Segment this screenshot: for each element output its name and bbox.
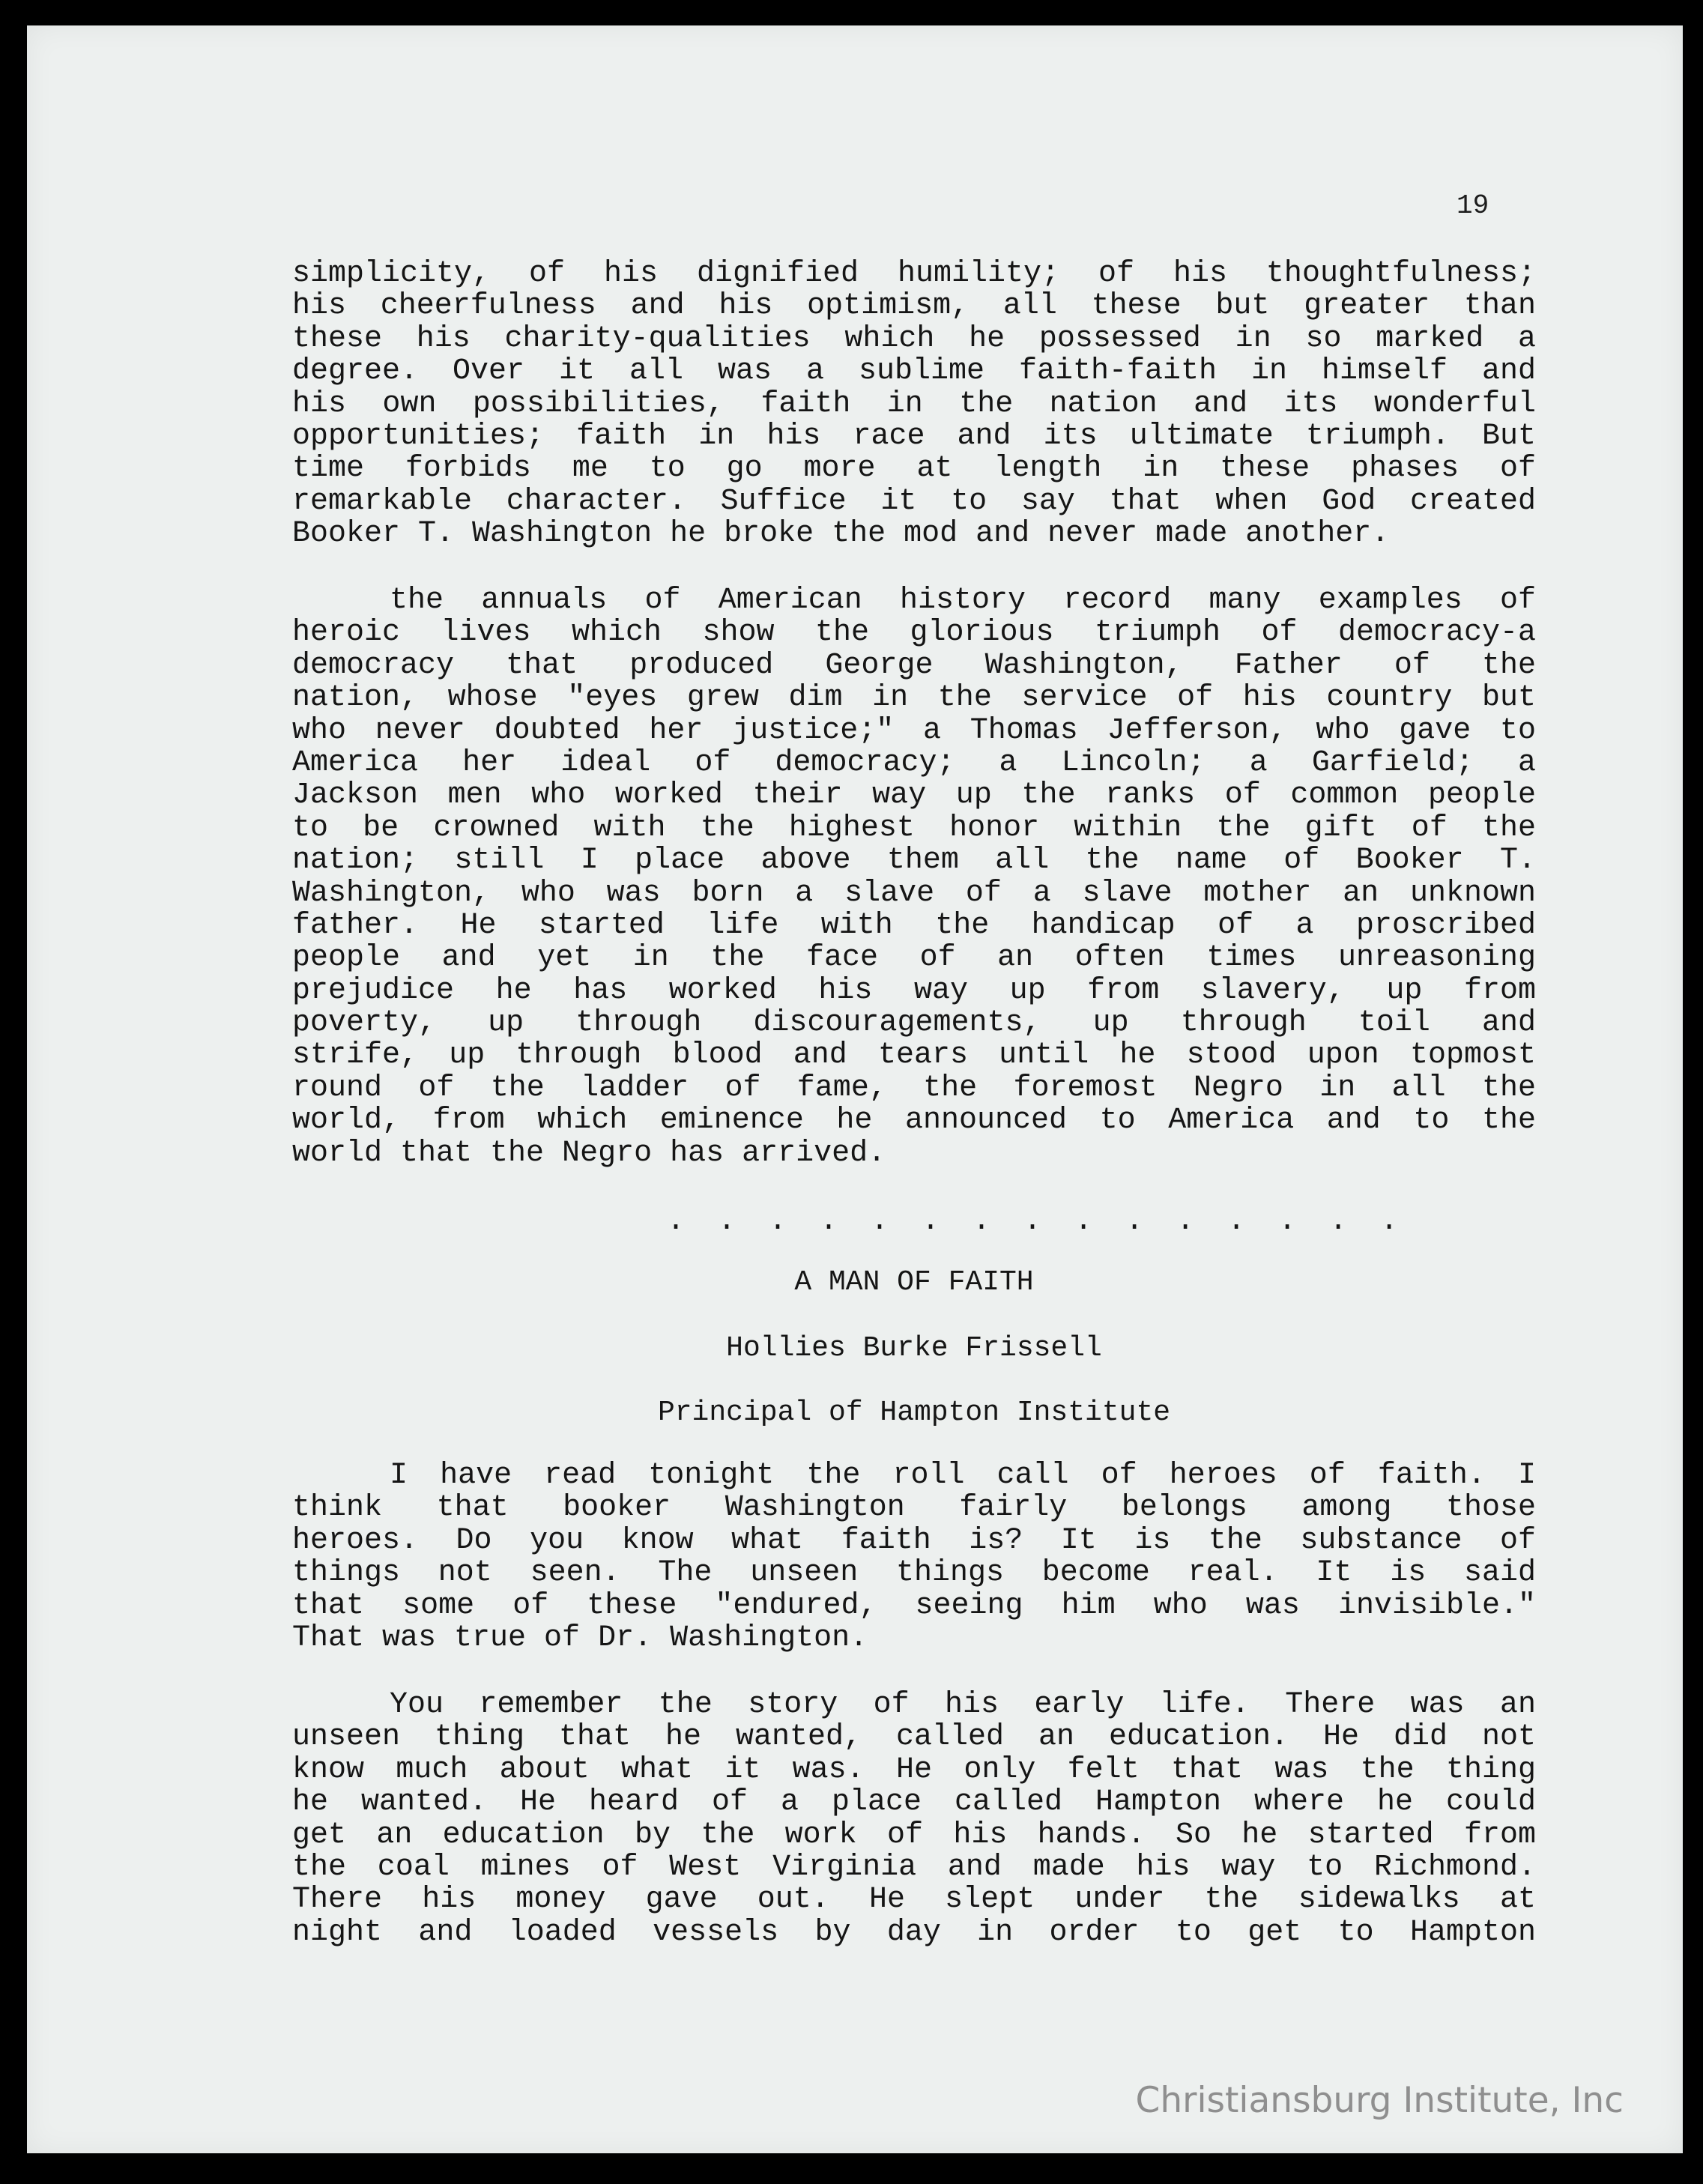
text-line: his own possibilities, faith in the nation and its wonderful [292,387,1536,421]
paragraph-1 [292,258,1536,551]
text-line: Booker T. Washington he broke the mod and never made another. [292,517,1390,551]
section-separator: . . . . . . . . . . . . . . . [667,1205,1406,1238]
text-line: heroes. Do you know what faith is? It is the substance of [292,1523,1536,1558]
text-line: degree. Over it all was a sublime faith-faith in himself and [292,354,1536,389]
text-line: I have read tonight the roll call of heroes of faith. I [390,1459,1536,1492]
section-title: A MAN OF FAITH [794,1266,1034,1298]
text-line: world that the Negro has arrived. [292,1136,886,1170]
text-line: There his money gave out. He slept under the sidewalks at [292,1883,1536,1917]
text-line: That was true of Dr. Washington. [292,1621,868,1655]
text-line: America her ideal of democracy; a Lincoln; a Garfield; a [292,745,1536,780]
text-line: simplicity, of his dignified humility; of his thoughtfulness; [292,257,1536,291]
text-line: nation, whose "eyes grew dim in the service of his country but [292,681,1536,716]
text-line: the coal mines of West Virginia and made his way to Richmond. [292,1850,1536,1884]
paragraph-2 [292,584,1536,1170]
text-line: unseen thing that he wanted, called an education. He did not [292,1720,1536,1755]
text-line: opportunities; faith in his race and its ultimate triumph. But [292,419,1536,453]
text-line: round of the ladder of fame, the foremost Negro in all the [292,1071,1536,1105]
section-author: Hollies Burke Frissell [726,1332,1102,1364]
text-line: to be crowned with the highest honor within the gift of the [292,811,1536,845]
text-line: remarkable character. Suffice it to say that when God created [292,484,1536,518]
text-line: You remember the story of his early life. There was an [390,1688,1536,1722]
text-line: poverty, up through discouragements, up through toil and [292,1006,1536,1041]
text-line: night and loaded vessels by day in order to get to Hampton [292,1915,1536,1949]
text-line: his cheerfulness and his optimism, all these but greater than [292,289,1536,324]
text-line: know much about what it was. He only felt that was the thing [292,1752,1536,1787]
text-line: the annuals of American history record many examples of [390,584,1536,617]
watermark: Christiansburg Institute, Inc [1135,2080,1624,2121]
paragraph-4 [292,1689,1536,1949]
text-line: Jackson men who worked their way up the ranks of common people [292,778,1536,813]
text-line: these his charity-qualities which he possessed in so marked a [292,321,1536,356]
text-line: nation; still I place above them all the name of Booker T. [292,844,1536,878]
text-line: heroic lives which show the glorious triumph of democracy-a [292,616,1536,650]
text-line: time forbids me to go more at length in these phases of [292,452,1536,486]
page-number: 19 [1457,190,1489,221]
paragraph-3 [292,1459,1536,1654]
text-line: things not seen. The unseen things become real. It is said [292,1556,1536,1591]
text-line: people and yet in the face of an often times unreasoning [292,941,1536,975]
text-line: Washington, who was born a slave of a slave mother an unknown [292,876,1536,910]
text-line: democracy that produced George Washington, Father of the [292,648,1536,683]
section-affiliation: Principal of Hampton Institute [657,1397,1171,1429]
text-line: father. He started life with the handicap of a proscribed [292,908,1536,943]
text-line: that some of these "endured, seeing him who was invisible." [292,1588,1536,1623]
text-line: he wanted. He heard of a place called Hampton where he could [292,1785,1536,1820]
text-line: strife, up through blood and tears until he stood upon topmost [292,1038,1536,1073]
text-line: get an education by the work of his hands. So he started from [292,1818,1536,1852]
text-line: world, from which eminence he announced to America and to the [292,1104,1536,1138]
text-line: prejudice he has worked his way up from slavery, up from [292,973,1536,1008]
text-line: think that booker Washington fairly belongs among those [292,1491,1536,1525]
text-line: who never doubted her justice;" a Thomas Jefferson, who gave to [292,713,1536,748]
